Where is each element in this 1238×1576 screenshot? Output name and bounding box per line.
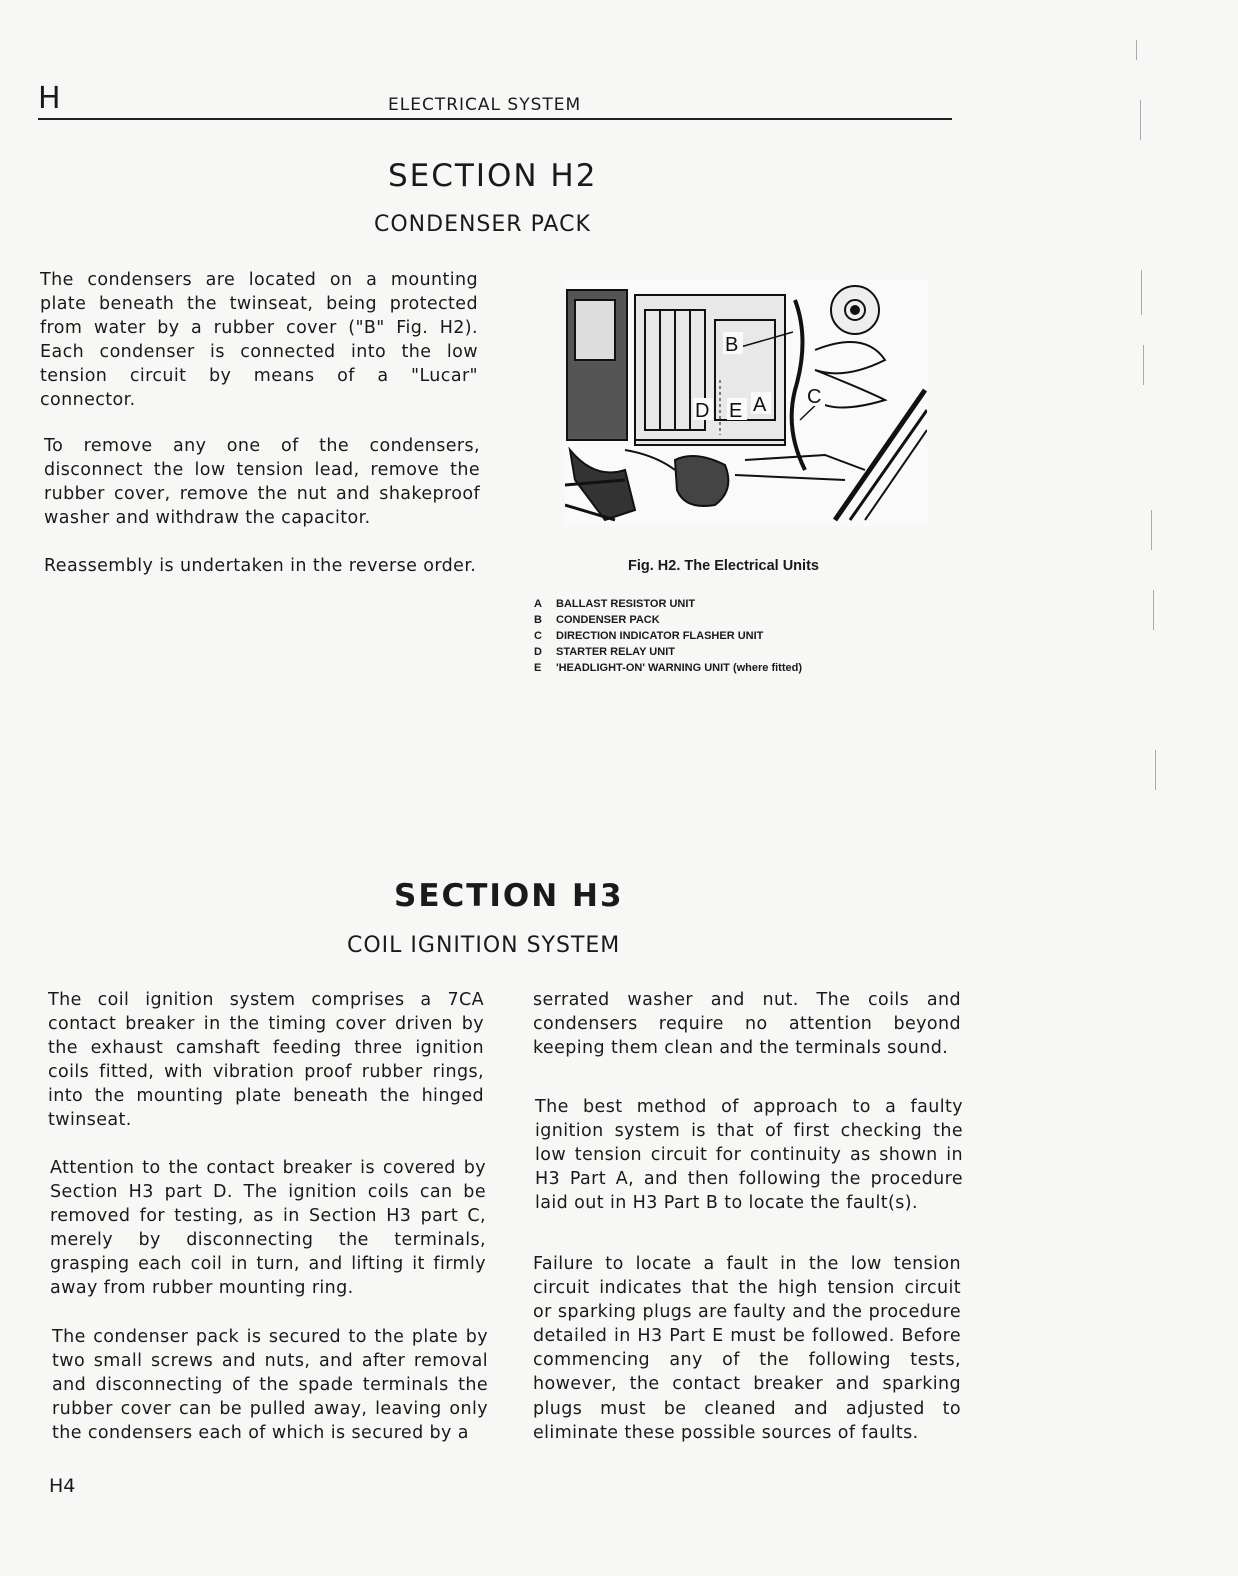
h3-left-paragraph-3: The condenser pack is secured to the plate by two small screws and nuts, and after removal and disconnecting of the spade terminals the rubber cover can be pulled away, leaving only the condensers each of which is secured by a	[52, 1327, 488, 1444]
page-number: H4	[49, 1475, 76, 1497]
chapter-title: ELECTRICAL SYSTEM	[388, 95, 582, 115]
scan-mark	[1143, 345, 1144, 385]
electrical-units-drawing	[565, 280, 927, 526]
h3-left-paragraph-2: Attention to the contact breaker is covered by Section H3 part D. The ignition coils can be removed for testing, as in Section H3 part C, merely by disconnecting the terminals, grasping each coil in turn, and lifting it firmly away from rubber mounting ring.	[50, 1158, 486, 1299]
electrical-units-figure	[565, 280, 927, 526]
figure-caption: Fig. H2. The Electrical Units	[628, 558, 819, 574]
h3-right-paragraph-1: serrated washer and nut. The coils and condensers require no attention beyond keeping them clean and the terminals sound.	[533, 990, 961, 1059]
h2-paragraph-1: The condensers are located on a mounting plate beneath the twinseat, being protected from water by a rubber cover ("B" Fig. H2). Each condenser is connected into the low tension circuit by means of a "Lucar" connector.	[40, 270, 478, 411]
h2-paragraph-3: Reassembly is undertaken in the reverse order.	[44, 556, 477, 576]
callout-d: D	[695, 400, 710, 422]
legend-row	[534, 596, 802, 612]
legend-key: B	[534, 614, 542, 626]
legend-row	[534, 644, 802, 660]
h3-right-paragraph-2: The best method of approach to a faulty ignition system is that of first checking the low tension circuit for continuity as shown in H3 Part A, and then following the procedure laid out in H3 Part B to locate the fault(s).	[535, 1097, 963, 1214]
section-h2-subtitle: CONDENSER PACK	[374, 212, 591, 237]
chapter-letter: H	[38, 81, 61, 116]
h2-paragraph-2: To remove any one of the condensers, disconnect the low tension lead, remove the rubber cover, remove the nut and shakeproof washer and withdraw the capacitor.	[44, 436, 480, 529]
legend-key: E	[534, 662, 542, 674]
legend-key: C	[534, 630, 542, 642]
legend-text: BALLAST RESISTOR UNIT	[556, 598, 696, 610]
legend-text: DIRECTION INDICATOR FLASHER UNIT	[556, 630, 764, 642]
scan-mark	[1155, 750, 1156, 790]
section-h2-title: SECTION H2	[388, 158, 598, 194]
scan-mark	[1153, 590, 1154, 630]
legend-text: CONDENSER PACK	[556, 614, 660, 626]
legend-row	[534, 612, 802, 628]
h3-left-paragraph-1: The coil ignition system comprises a 7CA contact breaker in the timing cover driven by the exhaust camshaft feeding three ignition coils fitted, with vibration proof rubber rings, into the mounting plate beneath the hinged twinseat.	[48, 990, 484, 1131]
scan-mark	[1140, 100, 1141, 140]
callout-e: E	[729, 400, 743, 422]
h3-right-paragraph-3: Failure to locate a fault in the low tension circuit indicates that the high tension circuit or sparking plugs are faulty and the procedure detailed in H3 Part E must be followed. Before commencing any of the following tests, however, the contact breaker and sparking plugs must be cleaned and adjusted to eliminate these possible sources of faults.	[533, 1254, 961, 1443]
legend-key: A	[534, 598, 542, 610]
scan-mark	[1136, 40, 1137, 60]
section-h3-title: SECTION H3	[394, 878, 624, 914]
legend-key: D	[534, 646, 542, 658]
legend-text: 'HEADLIGHT-ON' WARNING UNIT (where fitted)	[556, 662, 803, 674]
scan-mark	[1151, 510, 1152, 550]
callout-c: C	[807, 386, 822, 408]
scan-mark	[1141, 270, 1142, 315]
legend-row	[534, 628, 802, 644]
callout-b: B	[725, 334, 739, 356]
figure-legend	[534, 596, 802, 676]
header-rule	[38, 118, 952, 120]
legend-text: STARTER RELAY UNIT	[556, 646, 675, 658]
callout-a: A	[753, 394, 767, 416]
legend-row	[534, 660, 802, 676]
section-h3-subtitle: COIL IGNITION SYSTEM	[347, 933, 621, 958]
